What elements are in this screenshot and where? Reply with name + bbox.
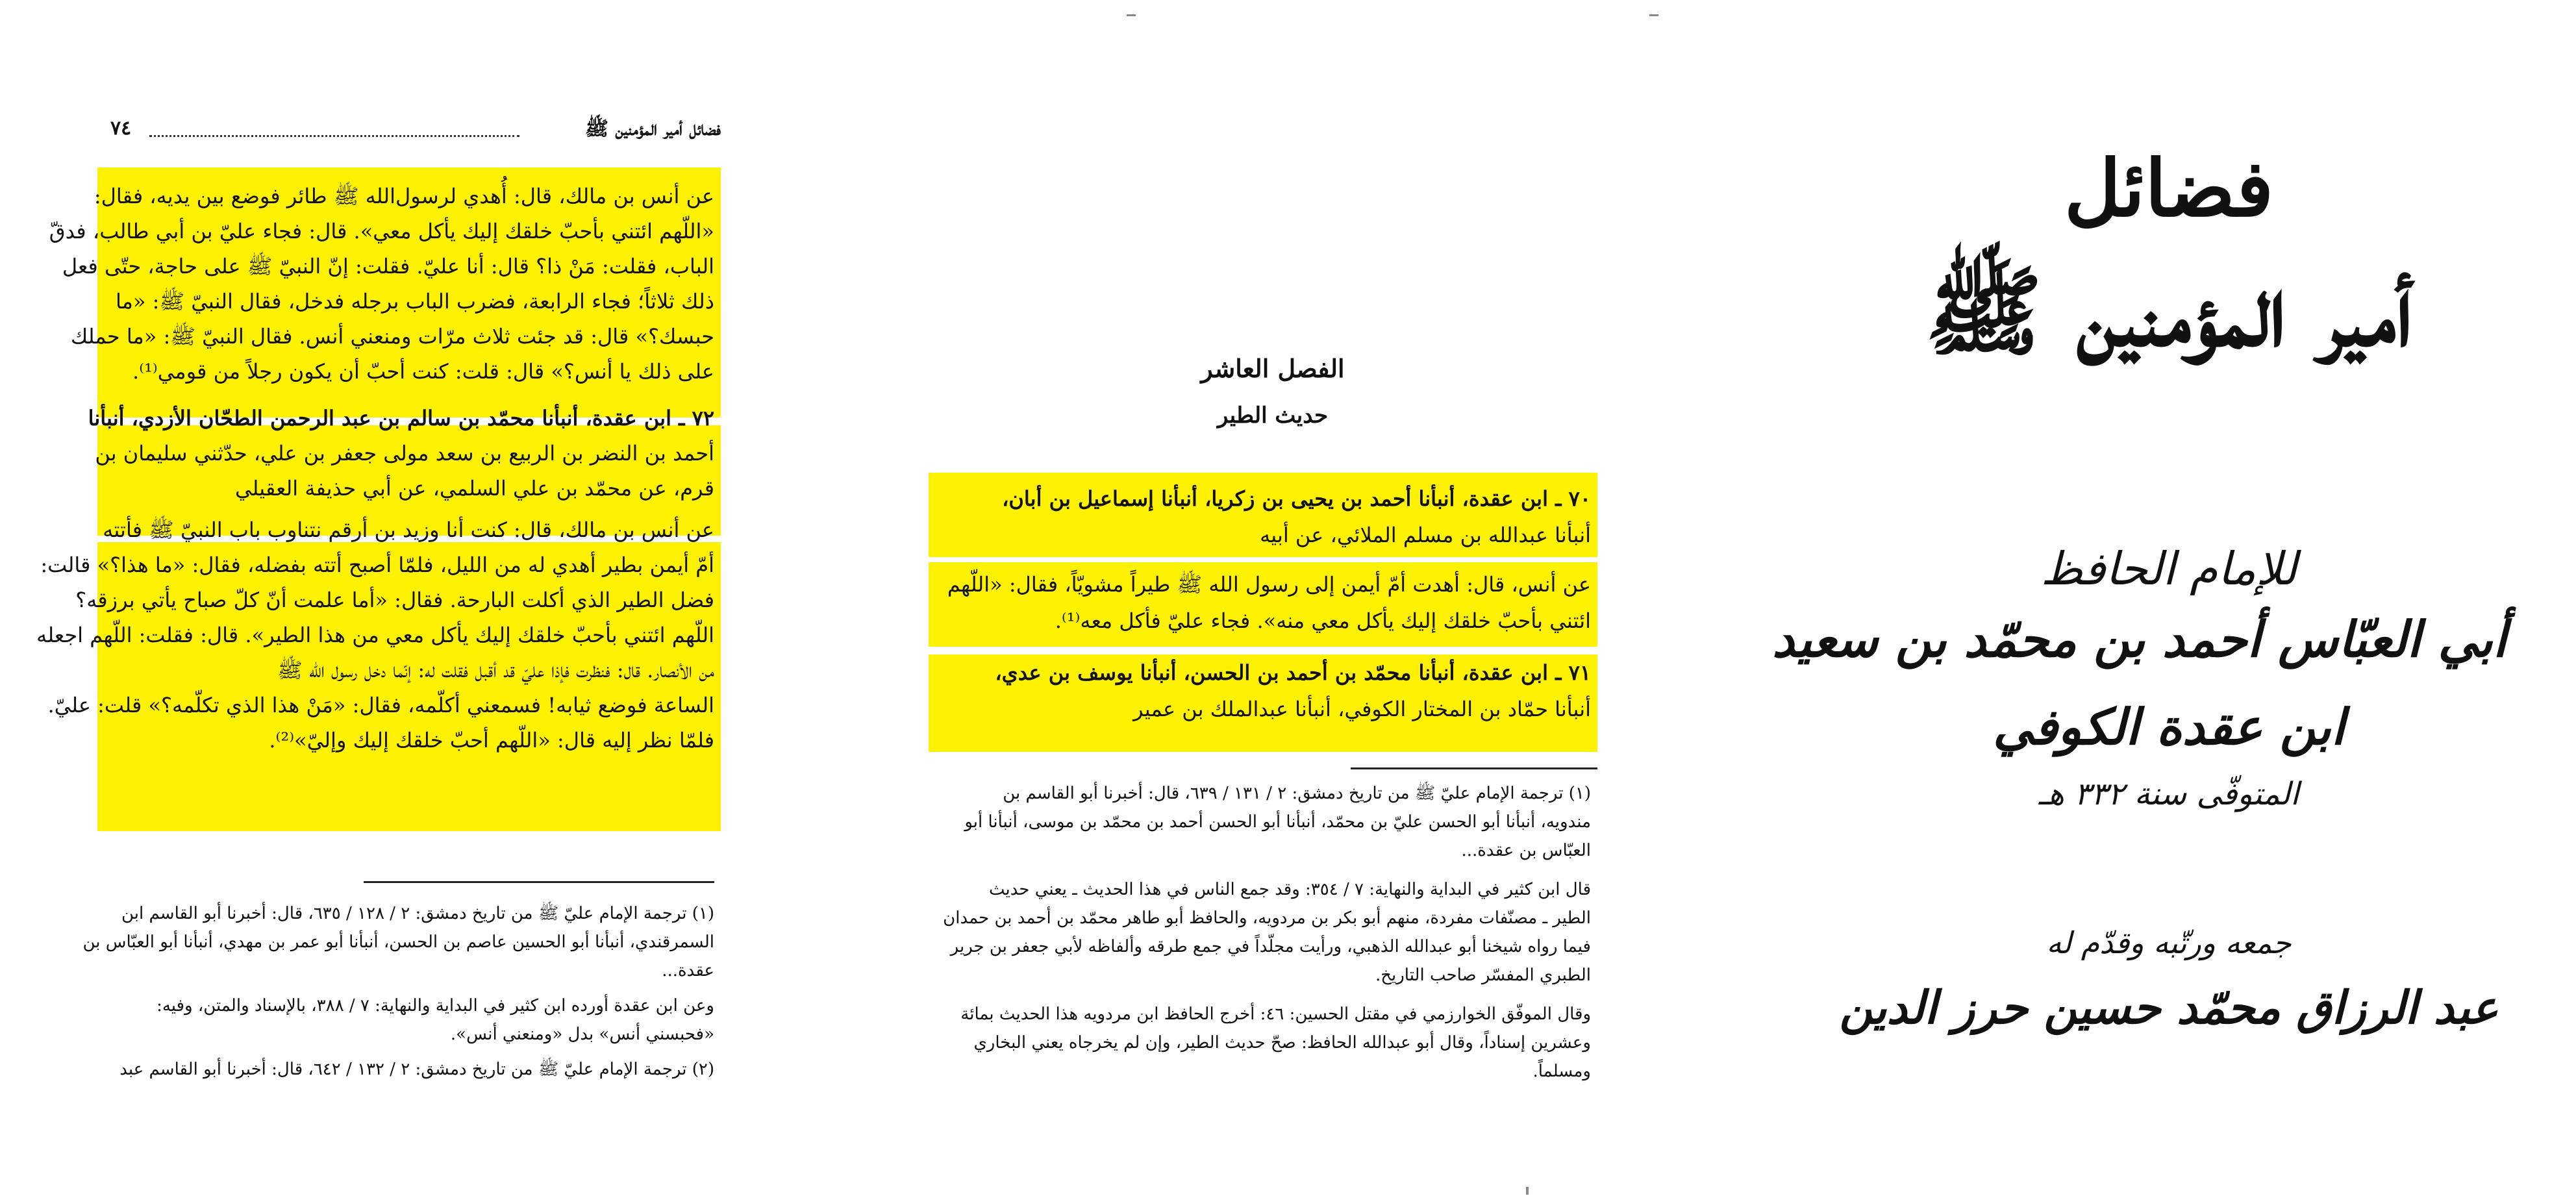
chapter-title: الفصل العاشر bbox=[1201, 354, 1345, 383]
text-line: اللّهم ائتني بأحبّ خلقك إليك يأكل معي من هذا الطير». قال: فقلت: اللّهم اجعله bbox=[36, 623, 714, 647]
text-line: فضل الطير الذي أكلت البارحة. فقال: «أما علمت أنّ كلّ صباح يأتي برزقه؟ bbox=[75, 588, 714, 612]
scan-mark bbox=[1127, 14, 1136, 16]
left-page bbox=[0, 0, 766, 1196]
footnote-line: وعن ابن عقدة أورده ابن كثير في البداية والنهاية: ٧ / ٣٨٨، بالإسناد والمتن، وفيه: bbox=[156, 996, 714, 1015]
text-line: ائتني بأحبّ خلقك إليك يأكل معي منه». فجاء عليّ فأكل معه⁽¹⁾. bbox=[1055, 608, 1591, 633]
cover-author-name: أبي العبّاس أحمد بن محمّد بن سعيد bbox=[1772, 610, 2507, 668]
middle-body-text bbox=[942, 480, 1591, 727]
footnote-line: مندويه، أنبأنا أبو الحسن عليّ بن محمّد، أنبأنا أبو الحسن أحمد بن محمّد بن موسى، أنبأنا أبو bbox=[964, 812, 1591, 832]
cover-title-line1: فضائل bbox=[2064, 143, 2274, 234]
footnote-line: وعشرين إسناداً، وقال أبو عبدالله الحافظ: صحّ حديث الطير، وإن لم يخرجاه يعني البخاري bbox=[973, 1033, 1591, 1053]
cover-title-line2: أمير المؤمنين ﷺ bbox=[1925, 255, 2413, 369]
scan-mark bbox=[1526, 1187, 1529, 1195]
text-line: قرم، عن محمّد بن علي السلمي، عن أبي حذيفة العقيلي bbox=[234, 476, 714, 501]
footnote-line: عقدة... bbox=[662, 961, 714, 980]
text-line: فلمّا نظر إليه قال: «اللّهم أحبّ خلقك إليك وإليّ»⁽²⁾. bbox=[269, 728, 714, 753]
left-footnotes bbox=[82, 899, 714, 1084]
footnote-line: ومسلماً. bbox=[1532, 1062, 1591, 1081]
footnote-line: فيما رواه شيخنا أبو عبدالله الذهبي، ورأيت مجلّداً في جمع طرقه وألفاظه لأبي جعفر بن جرير bbox=[950, 937, 1591, 956]
cover-author-nisba: ابن عقدة الكوفي bbox=[1993, 698, 2345, 756]
cover-compiler-name: عبد الرزاق محمّد حسين حرز الدين bbox=[1839, 980, 2499, 1034]
text-line: ٧١ ـ ابن عقدة، أنبأنا محمّد بن أحمد بن الحسن، أنبأنا يوسف بن عدي، bbox=[995, 660, 1591, 685]
text-line: أحمد بن النضر بن الربيع بن سعد مولى جعفر بن علي، حدّثني سليمان بن bbox=[95, 441, 714, 466]
footnote-separator bbox=[1351, 767, 1597, 769]
middle-page bbox=[890, 0, 1617, 1196]
left-body-text bbox=[36, 179, 714, 758]
cover-page bbox=[1772, 0, 2576, 1196]
text-line: الساعة فوضع ثيابه! فسمعني أكلّمه، فقال: «مَنْ هذا الذي تكلّمه؟» قلت: عليّ. bbox=[47, 693, 714, 717]
footnote-line: «فحبسني أنس» بدل «ومنعني أنس». bbox=[450, 1025, 714, 1044]
footnote-line: (١) ترجمة الإمام عليّ ﷺ من تاريخ دمشق: ٢ / ١٣١ / ٦٣٩، قال: أخبرنا أبو القاسم بن bbox=[1003, 784, 1591, 803]
footnote-separator bbox=[364, 881, 714, 883]
text-line: أمّ أيمن بطير أهدي له من الليل، فلمّا أصبح أتته بفضله، فقال: «ما هذا؟» قالت: bbox=[40, 553, 714, 577]
text-line: عن أنس بن مالك، قال: كنت أنا وزيد بن أرقم نتناوب باب النبيّ ﷺ فأتته bbox=[103, 517, 714, 542]
footnote-line: قال ابن كثير في البداية والنهاية: ٧ / ٣٥٤: وقد جمع الناس في هذا الحديث ـ يعني حديث bbox=[989, 880, 1591, 899]
text-line: أنبأنا حمّاد بن المختار الكوفي، أنبأنا عبدالملك بن عمير bbox=[1133, 697, 1591, 721]
footnote-line: السمرقندي، أنبأنا أبو الحسين عاصم بن الحسن، أنبأنا أبو عمر بن مهدي، أنبأنا أبو العبّاس بن bbox=[82, 932, 714, 952]
text-line: ٧٢ ـ ابن عقدة، أنبأنا محمّد بن سالم بن عبد الرحمن الطحّان الأزدي، أنبأنا bbox=[88, 406, 714, 430]
text-line: عن أنس، قال: أهدت أمّ أيمن إلى رسول الله ﷺ طيراً مشويّاً، فقال: «اللّهم bbox=[947, 572, 1591, 597]
text-line: من الأنصار. قال: فنظرت فإذا عليّ قد أقبل فقلت له: إنّما دخل رسول الله ﷺ bbox=[277, 658, 714, 682]
cover-death-date: المتوفّى سنة ٣٣٢ هـ bbox=[2038, 776, 2299, 812]
footnote-line: (٢) ترجمة الإمام عليّ ﷺ من تاريخ دمشق: ٢ / ١٣٢ / ٦٤٢، قال: أخبرنا أبو القاسم عبد bbox=[119, 1060, 714, 1079]
text-line: حبسك؟» قال: قد جئت ثلاث مرّات ومنعني أنس. فقال النبيّ ﷺ: «ما حملك bbox=[70, 324, 714, 349]
footnote-line: العبّاس بن عقدة... bbox=[1461, 841, 1591, 860]
chapter-subtitle: حديث الطير bbox=[1217, 403, 1329, 429]
text-line: عن أنس بن مالك، قال: أُهدي لرسول‌الله ﷺ طائر فوضع بين يديه، فقال: bbox=[94, 184, 714, 208]
text-line: الباب، فقلت: مَنْ ذا؟ قال: أنا عليّ. فقلت: إنّ النبيّ ﷺ على حاجة، حتّى فعل bbox=[62, 254, 714, 279]
text-line: «اللّهم ائتني بأحبّ خلقك إليك يأكل معي». قال: فجاء عليّ بن أبي طالب، فدقّ bbox=[49, 219, 714, 243]
page-number: ٧٤ bbox=[110, 117, 132, 140]
scan-mark bbox=[1649, 14, 1658, 16]
text-line: أنبأنا عبدالله بن مسلم الملائي، عن أبيه bbox=[1260, 523, 1591, 547]
header-dot-leader bbox=[149, 117, 519, 137]
text-line: ذلك ثلاثاً؛ فجاء الرابعة، فضرب الباب برجله فدخل، فقال النبيّ ﷺ: «ما bbox=[116, 289, 714, 314]
text-line: ٧٠ ـ ابن عقدة، أنبأنا أحمد بن يحيى بن زكريا، أنبأنا إسماعيل بن أبان، bbox=[1002, 486, 1591, 511]
text-line: على ذلك يا أنس؟» قال: قلت: كنت أحبّ أن يكون رجلاً من قومي⁽¹⁾. bbox=[132, 359, 714, 384]
middle-footnotes bbox=[942, 779, 1591, 1086]
footnote-line: (١) ترجمة الإمام عليّ ﷺ من تاريخ دمشق: ٢ / ١٢٨ / ٦٣٥، قال: أخبرنا أبو القاسم ابن bbox=[121, 904, 714, 923]
running-title: فضائل أمير المؤمنين ﷺ bbox=[584, 118, 721, 140]
cover-author-intro: للإمام الحافظ bbox=[2040, 542, 2297, 595]
cover-compiled-by: جمعه ورتّبه وقدّم له bbox=[2046, 925, 2292, 960]
footnote-line: الطبري المفسّر صاحب التاريخ. bbox=[1375, 966, 1591, 985]
footnote-line: وقال الموفّق الخوارزمي في مقتل الحسين: ٤٦: أخرج الحافظ ابن مردويه هذا الحديث بمائة bbox=[960, 1004, 1591, 1024]
footnote-line: الطير ـ مصنّفات مفردة، منهم أبو بكر بن مردويه، والحافظ أبو طاهر محمّد بن أحمد بن حمدان bbox=[943, 908, 1591, 928]
